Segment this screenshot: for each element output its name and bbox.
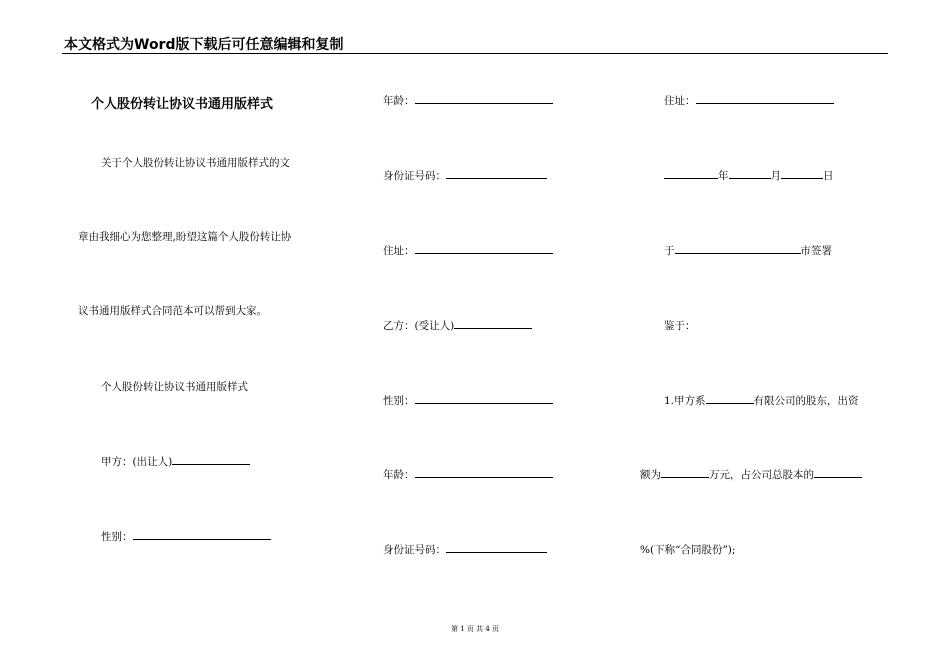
intro-line-2: 章由我细心为您整理,盼望这篇个人股份转让协	[78, 231, 292, 243]
day-blank	[781, 168, 823, 179]
month-label: 月	[770, 170, 781, 182]
page-number-footer: 第 1 页 共 4 页	[450, 625, 500, 633]
day-label: 日	[823, 170, 834, 182]
address-blank-1	[415, 243, 553, 254]
address-row-1	[383, 243, 553, 258]
date-row	[664, 168, 834, 183]
age-label-2: 年龄：	[383, 469, 415, 481]
clause-1-line-3: %(下称“合同股份”);	[640, 544, 736, 556]
percent-blank	[814, 467, 862, 478]
whereas-label: 鉴于：	[664, 320, 696, 332]
id-blank-1	[446, 168, 547, 179]
id-label-1: 身份证号码：	[383, 170, 446, 182]
address-row-2	[664, 93, 834, 108]
city-blank	[675, 243, 801, 254]
address-label-2: 住址：	[664, 95, 696, 107]
year-label: 年	[718, 170, 729, 182]
age-blank-2	[415, 467, 553, 478]
address-blank-2	[696, 93, 834, 104]
signing-suffix: 市签署	[800, 245, 832, 257]
gender-blank	[133, 529, 271, 540]
party-a-blank	[172, 454, 250, 465]
age-blank-1	[415, 93, 553, 104]
clause-1-part-a: 1.甲方系	[664, 395, 706, 407]
gender-row	[101, 529, 271, 544]
id-label-2: 身份证号码：	[383, 544, 446, 556]
party-a-row	[101, 454, 250, 469]
address-label-1: 住址：	[383, 245, 415, 257]
party-b-blank	[454, 318, 532, 329]
id-blank-2	[446, 542, 547, 553]
year-blank	[664, 168, 718, 179]
gender-row-2	[383, 393, 553, 408]
intro-line-3: 议书通用版样式合同范本可以帮到大家。	[78, 305, 267, 317]
month-blank	[729, 168, 771, 179]
gender-label-2: 性别：	[383, 395, 415, 407]
age-row-1	[383, 93, 553, 108]
gender-blank-2	[415, 393, 553, 404]
id-row-1	[383, 168, 547, 183]
signing-place-row	[664, 243, 832, 258]
document-header-title: 本文格式为Word版下载后可任意编辑和复制	[64, 37, 344, 53]
gender-label: 性别：	[101, 531, 133, 543]
agreement-subtitle: 个人股份转让协议书通用版样式	[101, 381, 248, 393]
clause-1-line-1	[664, 393, 859, 408]
clause-1-part-b: 有限公司的股东，出资	[753, 395, 859, 407]
company-blank	[706, 393, 754, 404]
document-title: 个人股份转让协议书通用版样式	[91, 97, 274, 112]
party-a-label: 甲方：(出让人)	[101, 456, 173, 468]
age-label-1: 年龄：	[383, 95, 415, 107]
header-divider	[62, 53, 888, 54]
party-b-row	[383, 318, 532, 333]
party-b-label: 乙方：(受让人)	[383, 320, 455, 332]
signing-prefix: 于	[664, 245, 675, 257]
clause-1-part-d: 万元，占公司总股本的	[709, 469, 814, 481]
clause-1-line-2	[640, 467, 862, 482]
clause-1-part-c: 额为	[640, 469, 661, 481]
intro-line-1: 关于个人股份转让协议书通用版样式的文	[101, 157, 290, 169]
id-row-2	[383, 542, 547, 557]
amount-blank	[661, 467, 709, 478]
age-row-2	[383, 467, 553, 482]
